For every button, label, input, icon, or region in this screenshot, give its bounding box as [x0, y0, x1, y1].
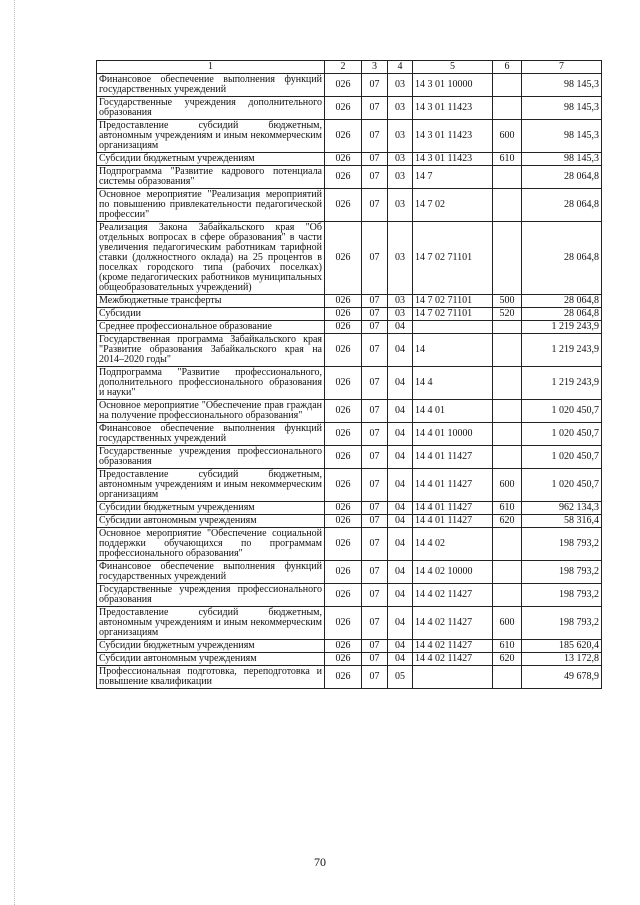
row-target-code: 14 4 02 11427 — [413, 640, 493, 653]
row-name: Субсидии автономным учреждениям — [97, 515, 325, 528]
row-sum: 1 219 243,9 — [522, 367, 602, 400]
row-expense-type — [493, 423, 522, 446]
row-org-code: 026 — [325, 166, 362, 189]
row-name: Основное мероприятие "Обеспечение прав граждан на получение профессионального образования" — [97, 400, 325, 423]
table-row — [97, 584, 602, 607]
row-section: 07 — [362, 666, 388, 689]
row-subsection: 04 — [388, 584, 413, 607]
row-subsection: 03 — [388, 153, 413, 166]
row-expense-type: 520 — [493, 308, 522, 321]
row-expense-type — [493, 561, 522, 584]
header-row — [97, 61, 602, 74]
row-expense-type — [493, 334, 522, 367]
row-target-code: 14 4 01 11427 — [413, 515, 493, 528]
row-expense-type — [493, 321, 522, 334]
row-sum: 185 620,4 — [522, 640, 602, 653]
row-name: Финансовое обеспечение выполнения функций государственных учреждений — [97, 74, 325, 97]
row-name: Основное мероприятие "Обеспечение социальной поддержки обучающихся по программам профессионального образования" — [97, 528, 325, 561]
row-expense-type — [493, 584, 522, 607]
row-name: Субсидии автономным учреждениям — [97, 653, 325, 666]
table-row — [97, 400, 602, 423]
header-col-5: 5 — [413, 61, 493, 74]
row-target-code: 14 4 — [413, 367, 493, 400]
row-section: 07 — [362, 607, 388, 640]
row-name: Государственные учреждения профессионального образования — [97, 446, 325, 469]
row-section: 07 — [362, 74, 388, 97]
row-target-code: 14 4 01 11427 — [413, 446, 493, 469]
row-sum: 198 793,2 — [522, 528, 602, 561]
row-org-code: 026 — [325, 153, 362, 166]
row-subsection: 03 — [388, 120, 413, 153]
row-expense-type: 610 — [493, 502, 522, 515]
row-name: Предоставление субсидий бюджетным, автономным учреждениям и иным некоммерческим организациям — [97, 120, 325, 153]
row-section: 07 — [362, 400, 388, 423]
row-section: 07 — [362, 561, 388, 584]
header-col-3: 3 — [362, 61, 388, 74]
table-row — [97, 653, 602, 666]
table-row — [97, 469, 602, 502]
row-target-code: 14 4 01 11427 — [413, 502, 493, 515]
row-org-code: 026 — [325, 222, 362, 295]
row-target-code: 14 7 02 71101 — [413, 295, 493, 308]
row-expense-type — [493, 222, 522, 295]
row-org-code: 026 — [325, 321, 362, 334]
row-subsection: 04 — [388, 640, 413, 653]
header-col-1: 1 — [97, 61, 325, 74]
row-name: Субсидии бюджетным учреждениям — [97, 640, 325, 653]
row-name: Субсидии бюджетным учреждениям — [97, 153, 325, 166]
page-number: 70 — [314, 855, 326, 869]
table-row — [97, 367, 602, 400]
row-sum: 198 793,2 — [522, 561, 602, 584]
row-sum: 98 145,3 — [522, 74, 602, 97]
row-sum: 1 020 450,7 — [522, 400, 602, 423]
row-target-code: 14 4 01 11427 — [413, 469, 493, 502]
row-org-code: 026 — [325, 666, 362, 689]
row-name: Государственные учреждения профессионального образования — [97, 584, 325, 607]
row-name: Реализация Закона Забайкальского края "Об отдельных вопросах в сфере образования" в части увеличения педагогическим работникам тарифной ставки (должностного оклада) на 25 процентов в поселках городского типа (рабочих поселках) (кроме педагогических работников муниципальных общеобразовательных учреждений) — [97, 222, 325, 295]
row-section: 07 — [362, 584, 388, 607]
row-org-code: 026 — [325, 423, 362, 446]
row-sum: 49 678,9 — [522, 666, 602, 689]
budget-table — [96, 60, 602, 689]
row-org-code: 026 — [325, 469, 362, 502]
row-org-code: 026 — [325, 561, 362, 584]
table-row — [97, 334, 602, 367]
row-section: 07 — [362, 222, 388, 295]
row-org-code: 026 — [325, 653, 362, 666]
row-expense-type — [493, 400, 522, 423]
row-sum: 28 064,8 — [522, 295, 602, 308]
row-name: Профессиональная подготовка, переподготовка и повышение квалификации — [97, 666, 325, 689]
row-target-code: 14 4 02 11427 — [413, 653, 493, 666]
row-subsection: 03 — [388, 295, 413, 308]
row-target-code: 14 4 02 10000 — [413, 561, 493, 584]
row-subsection: 04 — [388, 528, 413, 561]
row-target-code — [413, 321, 493, 334]
table-row — [97, 528, 602, 561]
table-row — [97, 153, 602, 166]
row-sum: 28 064,8 — [522, 308, 602, 321]
row-section: 07 — [362, 321, 388, 334]
header-col-6: 6 — [493, 61, 522, 74]
row-subsection: 03 — [388, 97, 413, 120]
row-expense-type: 610 — [493, 153, 522, 166]
row-subsection: 04 — [388, 469, 413, 502]
row-sum: 28 064,8 — [522, 166, 602, 189]
table-row — [97, 295, 602, 308]
row-subsection: 03 — [388, 189, 413, 222]
table-row — [97, 515, 602, 528]
row-expense-type — [493, 446, 522, 469]
row-section: 07 — [362, 528, 388, 561]
header-col-7: 7 — [522, 61, 602, 74]
row-subsection: 04 — [388, 653, 413, 666]
row-section: 07 — [362, 166, 388, 189]
row-section: 07 — [362, 334, 388, 367]
row-expense-type — [493, 189, 522, 222]
row-subsection: 04 — [388, 446, 413, 469]
row-sum: 198 793,2 — [522, 584, 602, 607]
row-sum: 1 219 243,9 — [522, 321, 602, 334]
header-col-2: 2 — [325, 61, 362, 74]
row-target-code: 14 4 01 — [413, 400, 493, 423]
table-row — [97, 97, 602, 120]
row-sum: 28 064,8 — [522, 189, 602, 222]
row-expense-type: 620 — [493, 515, 522, 528]
row-target-code: 14 4 02 11427 — [413, 607, 493, 640]
row-target-code: 14 3 01 11423 — [413, 97, 493, 120]
table-row — [97, 308, 602, 321]
row-target-code: 14 4 01 10000 — [413, 423, 493, 446]
row-sum: 13 172,8 — [522, 653, 602, 666]
row-org-code: 026 — [325, 528, 362, 561]
row-expense-type — [493, 367, 522, 400]
row-name: Финансовое обеспечение выполнения функций государственных учреждений — [97, 561, 325, 584]
row-expense-type — [493, 97, 522, 120]
row-name: Предоставление субсидий бюджетным, автономным учреждениям и иным некоммерческим организациям — [97, 607, 325, 640]
row-expense-type — [493, 166, 522, 189]
row-subsection: 04 — [388, 367, 413, 400]
row-subsection: 05 — [388, 666, 413, 689]
table-row — [97, 120, 602, 153]
table-row — [97, 446, 602, 469]
table-row — [97, 74, 602, 97]
row-subsection: 03 — [388, 222, 413, 295]
row-sum: 98 145,3 — [522, 97, 602, 120]
row-target-code — [413, 666, 493, 689]
table-row — [97, 321, 602, 334]
row-sum: 198 793,2 — [522, 607, 602, 640]
row-expense-type — [493, 666, 522, 689]
row-name: Межбюджетные трансферты — [97, 295, 325, 308]
row-name: Государственная программа Забайкальского края "Развитие образования Забайкальского края на 2014–2020 годы" — [97, 334, 325, 367]
row-org-code: 026 — [325, 502, 362, 515]
row-org-code: 026 — [325, 120, 362, 153]
row-name: Подпрограмма "Развитие профессионального, дополнительного профессионального образования и науки" — [97, 367, 325, 400]
table-row — [97, 222, 602, 295]
row-section: 07 — [362, 469, 388, 502]
table-body — [97, 74, 602, 689]
table-row — [97, 189, 602, 222]
row-target-code: 14 4 02 — [413, 528, 493, 561]
row-subsection: 04 — [388, 561, 413, 584]
table-row — [97, 640, 602, 653]
row-target-code: 14 7 02 71101 — [413, 308, 493, 321]
row-section: 07 — [362, 189, 388, 222]
row-target-code: 14 3 01 10000 — [413, 74, 493, 97]
row-section: 07 — [362, 423, 388, 446]
row-name: Подпрограмма "Развитие кадрового потенциала системы образования" — [97, 166, 325, 189]
row-subsection: 03 — [388, 166, 413, 189]
row-sum: 1 020 450,7 — [522, 469, 602, 502]
row-expense-type: 600 — [493, 469, 522, 502]
row-org-code: 026 — [325, 400, 362, 423]
row-subsection: 04 — [388, 334, 413, 367]
row-target-code: 14 — [413, 334, 493, 367]
row-subsection: 03 — [388, 74, 413, 97]
row-sum: 28 064,8 — [522, 222, 602, 295]
row-expense-type: 600 — [493, 120, 522, 153]
row-org-code: 026 — [325, 189, 362, 222]
row-target-code: 14 3 01 11423 — [413, 120, 493, 153]
row-section: 07 — [362, 446, 388, 469]
row-sum: 962 134,3 — [522, 502, 602, 515]
table-header — [97, 61, 602, 74]
row-name: Государственные учреждения дополнительного образования — [97, 97, 325, 120]
row-subsection: 04 — [388, 321, 413, 334]
row-sum: 1 219 243,9 — [522, 334, 602, 367]
row-org-code: 026 — [325, 607, 362, 640]
row-org-code: 026 — [325, 308, 362, 321]
row-subsection: 04 — [388, 515, 413, 528]
row-section: 07 — [362, 502, 388, 515]
row-section: 07 — [362, 308, 388, 321]
row-name: Субсидии — [97, 308, 325, 321]
row-expense-type — [493, 528, 522, 561]
page-scan-edge — [14, 0, 15, 905]
header-col-4: 4 — [388, 61, 413, 74]
row-section: 07 — [362, 640, 388, 653]
row-name: Предоставление субсидий бюджетным, автономным учреждениям и иным некоммерческим организациям — [97, 469, 325, 502]
row-expense-type — [493, 74, 522, 97]
row-org-code: 026 — [325, 295, 362, 308]
row-section: 07 — [362, 367, 388, 400]
row-target-code: 14 7 02 71101 — [413, 222, 493, 295]
row-section: 07 — [362, 515, 388, 528]
row-org-code: 026 — [325, 640, 362, 653]
row-org-code: 026 — [325, 515, 362, 528]
row-target-code: 14 4 02 11427 — [413, 584, 493, 607]
row-sum: 98 145,3 — [522, 153, 602, 166]
row-org-code: 026 — [325, 584, 362, 607]
row-sum: 98 145,3 — [522, 120, 602, 153]
table-row — [97, 666, 602, 689]
row-section: 07 — [362, 97, 388, 120]
row-org-code: 026 — [325, 334, 362, 367]
row-expense-type: 610 — [493, 640, 522, 653]
row-org-code: 026 — [325, 97, 362, 120]
table-row — [97, 607, 602, 640]
row-org-code: 026 — [325, 367, 362, 400]
row-section: 07 — [362, 120, 388, 153]
row-org-code: 026 — [325, 446, 362, 469]
row-sum: 1 020 450,7 — [522, 446, 602, 469]
row-name: Финансовое обеспечение выполнения функций государственных учреждений — [97, 423, 325, 446]
row-subsection: 04 — [388, 423, 413, 446]
table-row — [97, 166, 602, 189]
table-row — [97, 423, 602, 446]
row-subsection: 03 — [388, 308, 413, 321]
table-row — [97, 502, 602, 515]
row-subsection: 04 — [388, 502, 413, 515]
row-subsection: 04 — [388, 607, 413, 640]
row-section: 07 — [362, 153, 388, 166]
row-org-code: 026 — [325, 74, 362, 97]
row-target-code: 14 7 — [413, 166, 493, 189]
row-expense-type: 600 — [493, 607, 522, 640]
row-expense-type: 620 — [493, 653, 522, 666]
row-subsection: 04 — [388, 400, 413, 423]
row-target-code: 14 3 01 11423 — [413, 153, 493, 166]
row-name: Среднее профессиональное образование — [97, 321, 325, 334]
row-section: 07 — [362, 295, 388, 308]
row-section: 07 — [362, 653, 388, 666]
table-row — [97, 561, 602, 584]
row-name: Субсидии бюджетным учреждениям — [97, 502, 325, 515]
row-sum: 1 020 450,7 — [522, 423, 602, 446]
row-target-code: 14 7 02 — [413, 189, 493, 222]
row-sum: 58 316,4 — [522, 515, 602, 528]
row-expense-type: 500 — [493, 295, 522, 308]
row-name: Основное мероприятие "Реализация мероприятий по повышению привлекательности педагогической профессии" — [97, 189, 325, 222]
